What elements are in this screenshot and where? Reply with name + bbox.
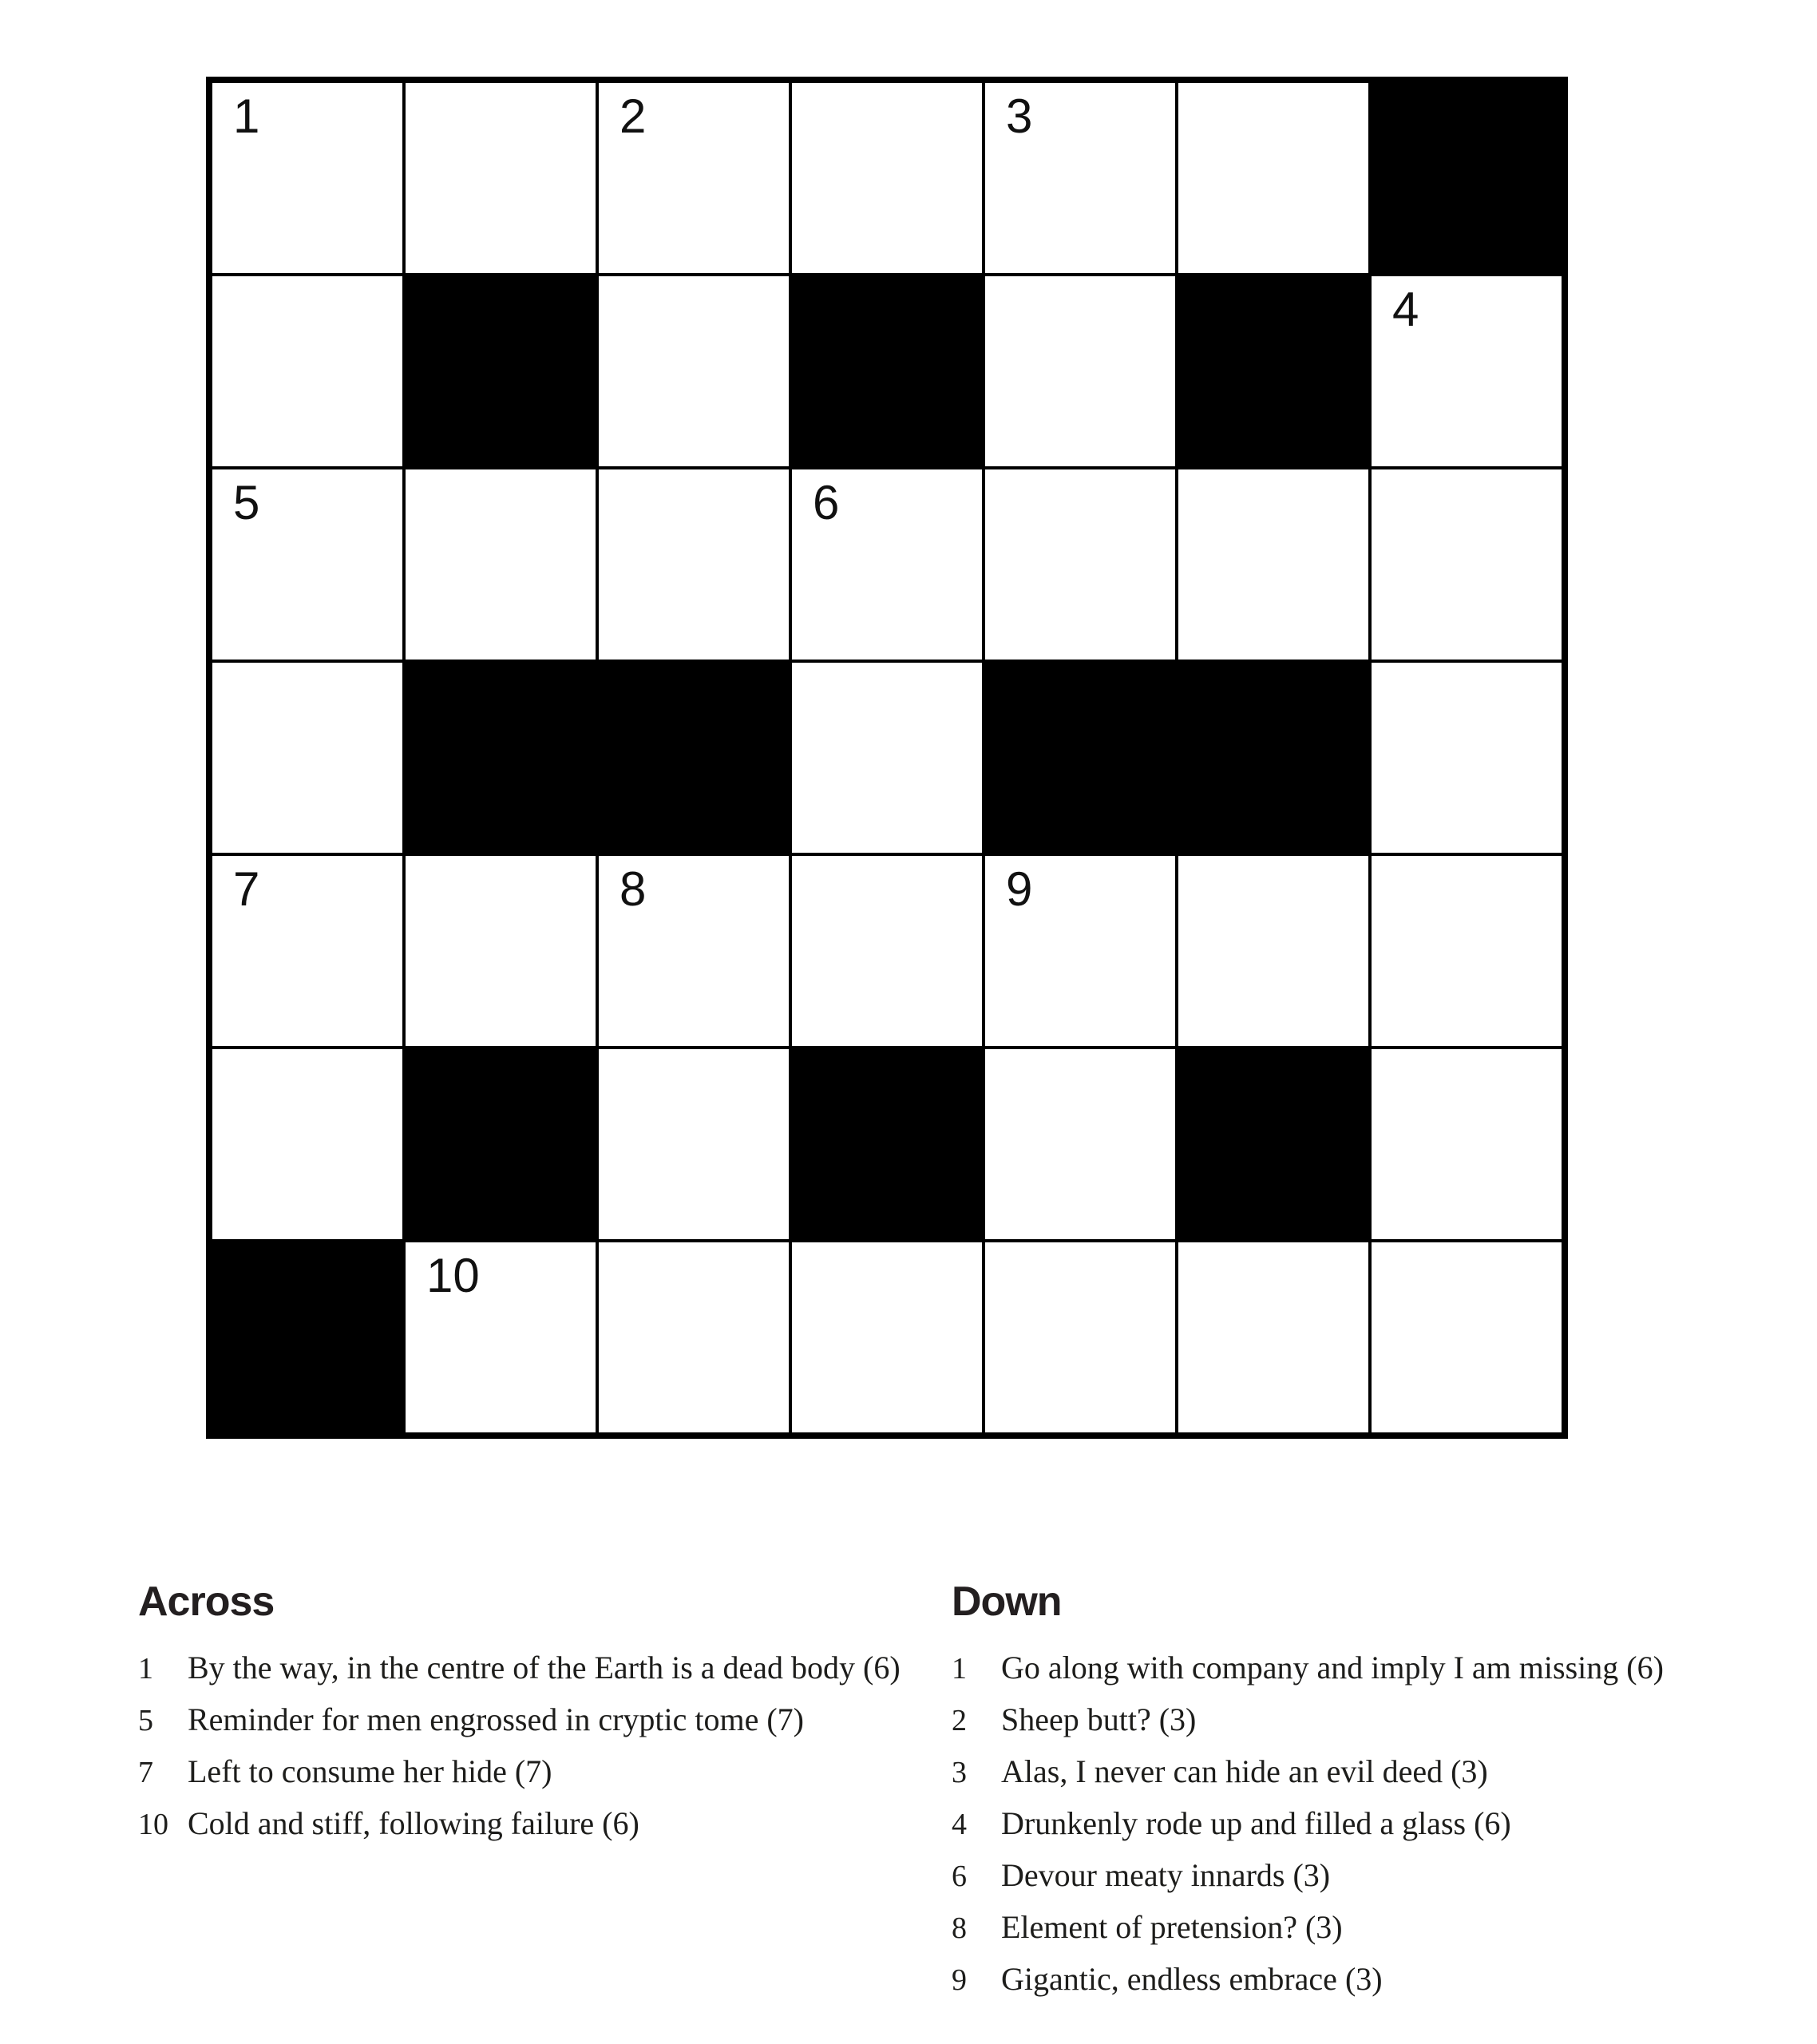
grid-cell-black (790, 1048, 984, 1241)
crossword-grid (206, 77, 1568, 1439)
grid-cell-white[interactable] (1370, 661, 1563, 854)
grid-cell-black (1177, 275, 1370, 468)
down-clue (952, 1902, 1782, 1954)
grid-cell-black (790, 275, 984, 468)
grid-cell-white[interactable] (597, 468, 790, 661)
clue-text: Drunkenly rode up and filled a glass (6) (1001, 1805, 1511, 1842)
grid-cell-white[interactable] (1177, 81, 1370, 275)
grid-cell-white[interactable] (984, 1048, 1177, 1241)
grid-cell-white[interactable] (984, 275, 1177, 468)
grid-cell-white[interactable] (404, 468, 597, 661)
grid-cell-white[interactable] (1370, 1048, 1563, 1241)
grid-cell-white[interactable] (790, 661, 984, 854)
clue-text: Go along with company and imply I am missing (6) (1001, 1650, 1664, 1686)
clue-text: Cold and stiff, following failure (6) (188, 1805, 639, 1842)
cell-number: 1 (233, 89, 260, 143)
grid-cell-white[interactable] (790, 854, 984, 1048)
across-section (138, 1579, 928, 1850)
grid-cell-black (211, 1241, 404, 1434)
clue-number: 4 (952, 1808, 967, 1842)
clue-text: Element of pretension? (3) (1001, 1909, 1343, 1946)
down-clue-list (952, 1642, 1782, 2006)
cell-number: 5 (233, 476, 260, 529)
down-clue (952, 1850, 1782, 1902)
clue-text: Alas, I never can hide an evil deed (3) (1001, 1753, 1488, 1790)
down-clue (952, 1642, 1782, 1694)
grid-cell-black (984, 661, 1177, 854)
clue-text: Gigantic, endless embrace (3) (1001, 1961, 1383, 1998)
across-clue (138, 1746, 928, 1798)
grid-cell-white[interactable] (1370, 275, 1563, 468)
grid-cell-white[interactable] (597, 1048, 790, 1241)
grid-cell-white[interactable] (984, 854, 1177, 1048)
grid-cell-white[interactable] (1370, 1241, 1563, 1434)
grid-cell-black (597, 661, 790, 854)
down-clue (952, 1694, 1782, 1746)
grid-cell-white[interactable] (211, 81, 404, 275)
across-clue-list (138, 1642, 928, 1850)
clue-number: 5 (138, 1704, 153, 1738)
grid-cell-black (404, 661, 597, 854)
down-heading: Down (952, 1579, 1062, 1625)
down-section (952, 1579, 1782, 2006)
grid-cell-white[interactable] (790, 81, 984, 275)
clue-text: Left to consume her hide (7) (188, 1753, 552, 1790)
down-clue (952, 1954, 1782, 2006)
cell-number: 8 (620, 862, 647, 916)
grid-cell-white[interactable] (211, 854, 404, 1048)
across-clue (138, 1642, 928, 1694)
clue-number: 6 (952, 1860, 967, 1894)
cell-number: 4 (1392, 283, 1419, 336)
down-clue (952, 1798, 1782, 1850)
clue-number: 1 (138, 1652, 153, 1686)
across-clue (138, 1694, 928, 1746)
grid-cell-white[interactable] (597, 1241, 790, 1434)
grid-cell-white[interactable] (597, 275, 790, 468)
clue-number: 8 (952, 1911, 967, 1946)
grid-cell-black (1177, 1048, 1370, 1241)
clue-number: 9 (952, 1963, 967, 1998)
grid-cell-white[interactable] (211, 468, 404, 661)
clue-number: 3 (952, 1756, 967, 1790)
grid-cell-white[interactable] (404, 854, 597, 1048)
grid-cell-black (1177, 661, 1370, 854)
grid-cell-white[interactable] (597, 81, 790, 275)
grid-cell-white[interactable] (211, 1048, 404, 1241)
clue-text: Sheep butt? (3) (1001, 1701, 1197, 1738)
clue-text: Reminder for men engrossed in cryptic tome (7) (188, 1701, 804, 1738)
clue-text: Devour meaty innards (3) (1001, 1857, 1331, 1894)
clue-number: 1 (952, 1652, 967, 1686)
clue-text: By the way, in the centre of the Earth is a dead body (6) (188, 1650, 901, 1686)
clue-number: 10 (138, 1808, 168, 1842)
grid-cell-white[interactable] (984, 1241, 1177, 1434)
grid-cell-white[interactable] (1177, 854, 1370, 1048)
grid-cell-white[interactable] (597, 854, 790, 1048)
grid-cell-white[interactable] (984, 468, 1177, 661)
cell-number: 9 (1006, 862, 1033, 916)
grid-cell-white[interactable] (211, 275, 404, 468)
clue-number: 7 (138, 1756, 153, 1790)
grid-cell-white[interactable] (1177, 468, 1370, 661)
grid-cell-white[interactable] (404, 1241, 597, 1434)
grid-cell-black (404, 1048, 597, 1241)
cell-number: 6 (813, 476, 840, 529)
down-clue (952, 1746, 1782, 1798)
grid-cell-white[interactable] (211, 661, 404, 854)
cell-number: 7 (233, 862, 260, 916)
grid-cell-white[interactable] (984, 81, 1177, 275)
grid-cell-black (404, 275, 597, 468)
grid-cell-white[interactable] (1177, 1241, 1370, 1434)
cell-number: 3 (1006, 89, 1033, 143)
clue-number: 2 (952, 1704, 967, 1738)
cell-number: 10 (426, 1249, 480, 1302)
across-heading: Across (138, 1579, 275, 1625)
grid-cell-white[interactable] (1370, 854, 1563, 1048)
cell-number: 2 (620, 89, 647, 143)
grid-cell-white[interactable] (404, 81, 597, 275)
across-clue (138, 1798, 928, 1850)
grid-cell-white[interactable] (790, 468, 984, 661)
grid-cell-white[interactable] (1370, 468, 1563, 661)
grid-cell-white[interactable] (790, 1241, 984, 1434)
grid-cell-black (1370, 81, 1563, 275)
